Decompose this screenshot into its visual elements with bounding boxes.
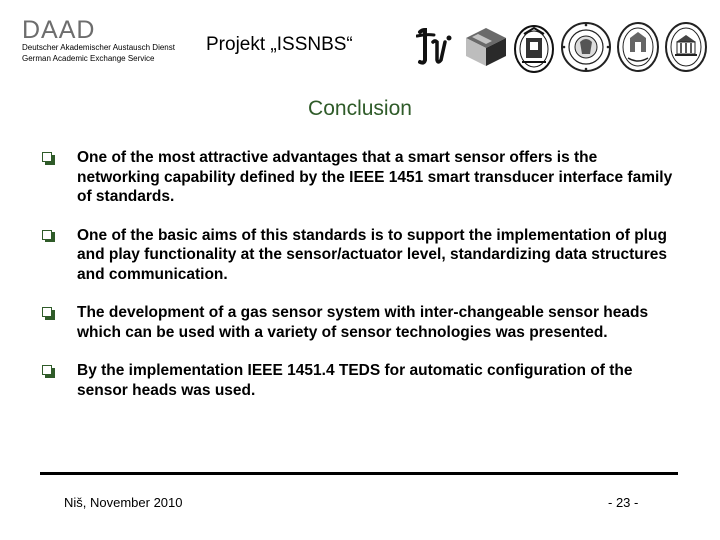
slide-heading: Conclusion bbox=[308, 97, 412, 120]
page-number: - 23 - bbox=[608, 495, 639, 510]
university-seal-icon bbox=[616, 20, 660, 74]
daad-logo-block bbox=[22, 18, 202, 64]
square-bullet-icon bbox=[42, 365, 52, 375]
crest-logo-icon bbox=[512, 22, 556, 74]
bullet-item bbox=[42, 303, 682, 342]
daad-logo: DAAD bbox=[22, 16, 96, 44]
bullet-text: One of the most attractive advantages that a smart sensor offers is the networking capability defined by the IEEE 1451 smart transducer interface family of standards. bbox=[77, 149, 673, 205]
bullet-list bbox=[42, 148, 682, 419]
daad-name-german: Deutscher Akademischer Austausch Dienst bbox=[22, 43, 175, 52]
footer-divider bbox=[40, 472, 678, 475]
partner-logos bbox=[412, 16, 708, 76]
bullet-item bbox=[42, 148, 682, 207]
ti-logo-icon bbox=[416, 24, 458, 68]
square-bullet-icon bbox=[42, 307, 52, 317]
square-bullet-icon bbox=[42, 152, 52, 162]
bullet-text: The development of a gas sensor system with inter-changeable sensor heads which can be used with a variety of sensor technologies was presented. bbox=[77, 304, 649, 341]
bullet-text: One of the basic aims of this standards is to support the implementation of plug and play functionality at the sensor/actuator level, standardizing data structures and communication. bbox=[77, 226, 667, 283]
bullet-item bbox=[42, 226, 682, 285]
bullet-text: By the implementation IEEE 1451.4 TEDS for automatic configuration of the sensor heads was used. bbox=[77, 362, 633, 399]
university-building-seal-icon bbox=[664, 20, 708, 74]
project-title: Projekt „ISSNBS“ bbox=[206, 34, 353, 55]
seal-logo-icon bbox=[560, 20, 612, 74]
daad-name-english: German Academic Exchange Service bbox=[22, 54, 155, 63]
square-bullet-icon bbox=[42, 230, 52, 240]
bullet-item bbox=[42, 361, 682, 400]
footer-location-date: Niš, November 2010 bbox=[64, 495, 183, 510]
cube-logo-icon bbox=[464, 26, 508, 68]
